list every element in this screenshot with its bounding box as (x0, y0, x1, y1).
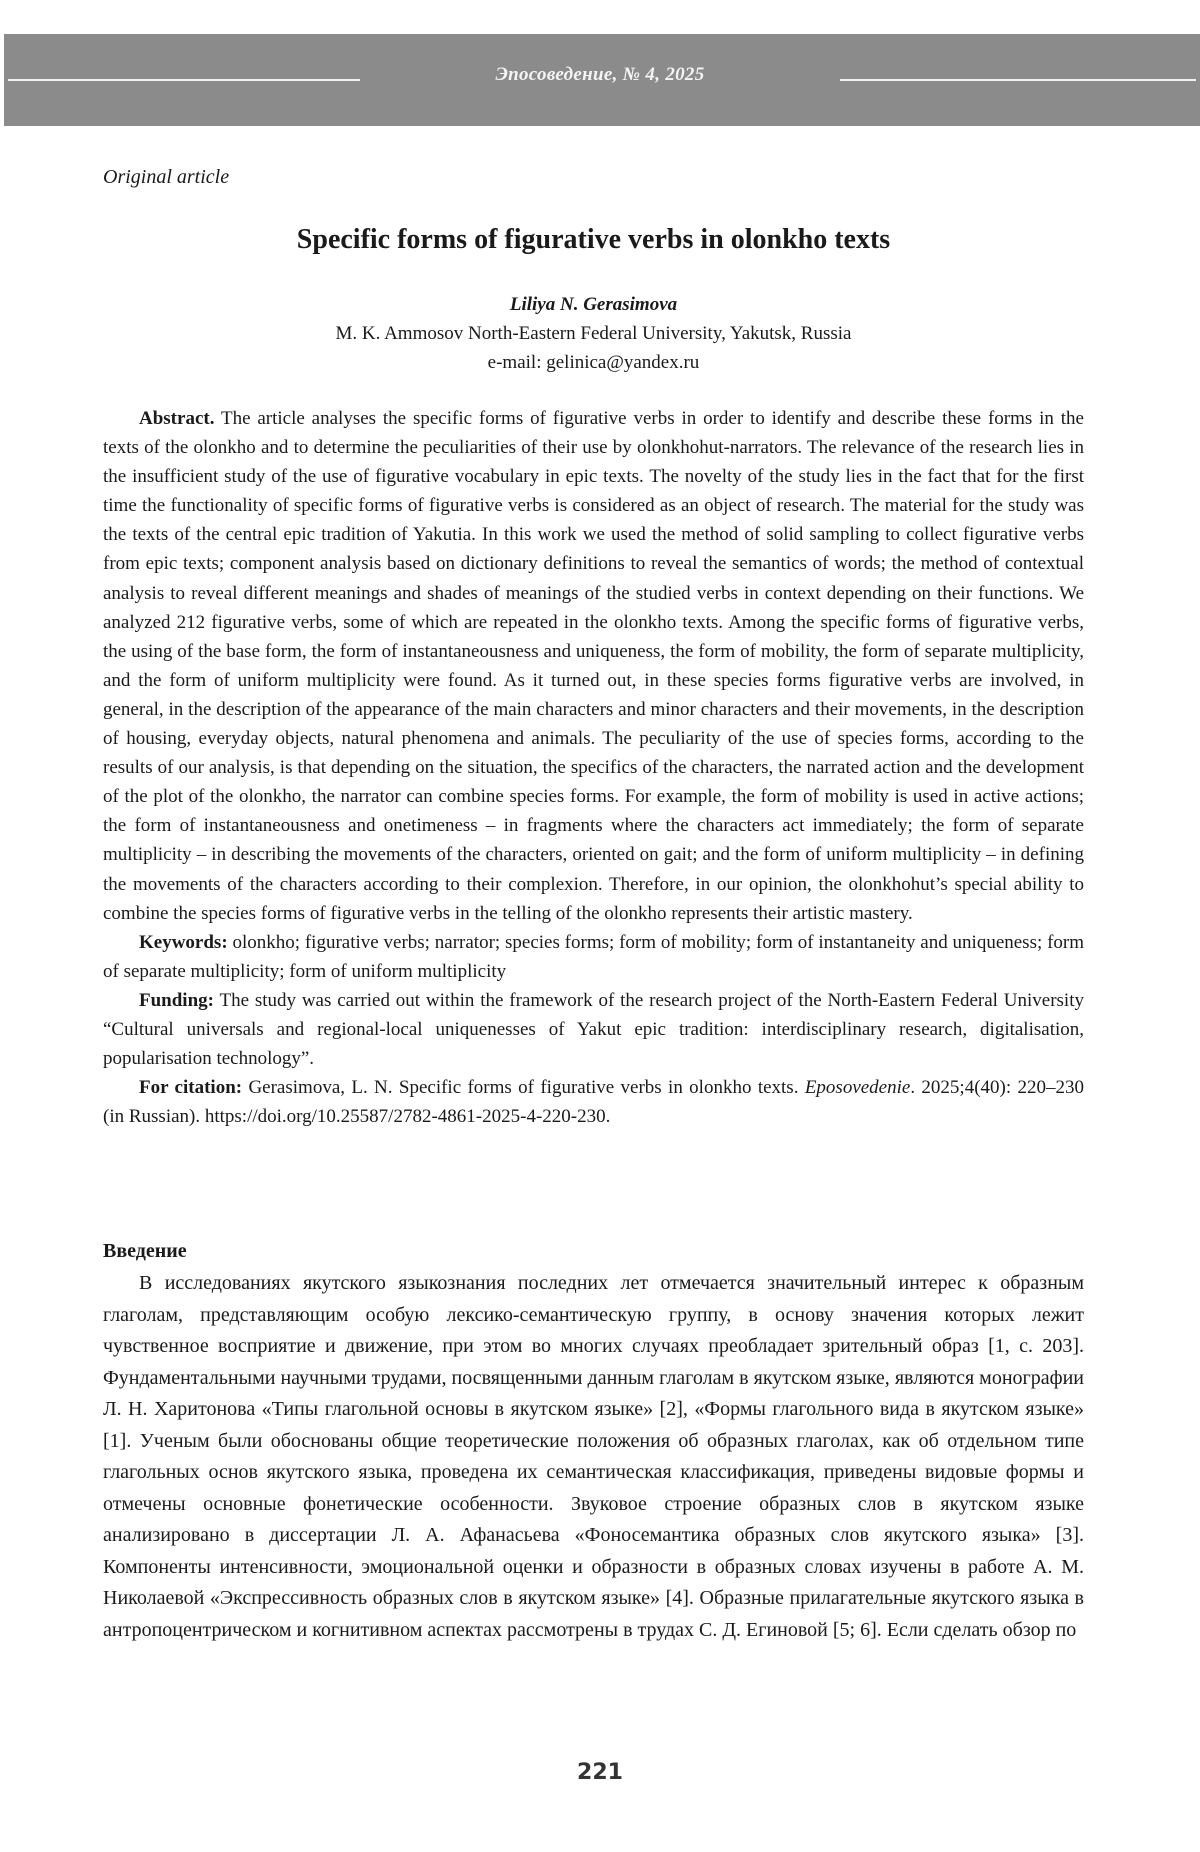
keywords-text: olonkho; figurative verbs; narrator; species forms; form of mobility; form of instantaneity and uniqueness; form of separate multiplicity; form of uniform multiplicity (103, 931, 1085, 982)
author-block (103, 290, 1084, 377)
author-email: e-mail: gelinica@yandex.ru (487, 352, 700, 373)
section-title: Введение (103, 1240, 187, 1262)
article-title: Specific forms of figurative verbs in olonkho texts (296, 224, 891, 255)
abstract-label: Abstract. (139, 408, 215, 429)
keywords-label: Keywords: (139, 931, 228, 953)
funding-paragraph (103, 986, 1084, 1073)
journal-title: Эпосоведение, № 4, 2025 (495, 64, 705, 85)
funding-label: Funding: (139, 989, 214, 1011)
citation-journal: Eposovedenie (804, 1077, 911, 1099)
body-paragraph: В исследованиях якутского языкознания последних лет отмечается значительный интерес к образным глаголам, представляющим особую лексико-семантическую группу, в основу значения которых лежит чувственное восприятие и движение, при этом во многих случаях преобладает зрительный образ [1, с. 203]. Фундаментальными научными трудами, посвященными данным глаголам в якутском языке, являются монографии Л. Н. Харитонова «Типы глагольной основы в якутском языке» [2], «Формы глагольного вида в якутском языке» [1]. Ученым были обоснованы общие теоретические положения об образных глаголах, как об отдельном типе глагольных основ якутского языка, проведена их семантическая классификация, приведены видовые формы и отмечены основные фонетические особенности. Звуковое строение образных слов в якутском языке анализировано в диссертации Л. А. Афанасьева «Фоносемантика образных слов якутского языка» [3]. Компоненты интенсивности, эмоциональной оценки и образности в образных словах изучены в работе А. М. Николаевой «Экспрессивность образных слов в якутском языке» [4]. Образные прилагательные якутского языка в антропоцентрическом и когнитивном аспектах рассмотрены в трудах С. Д. Егиновой [5; 6]. Если сделать обзор по (103, 1272, 1084, 1641)
author-affiliation: M. K. Ammosov North-Eastern Federal University, Yakutsk, Russia (335, 323, 852, 344)
keywords-paragraph (103, 928, 1084, 986)
abstract-text: The article analyses the specific forms of figurative verbs in order to identify and describe these forms in the texts of the olonkho and to determine the peculiarities of their use by olonkhohut-narrators. The relevance of the research lies in the insufficient study of the use of figurative vocabulary in epic texts. The novelty of the study lies in the fact that for the first time the functionality of specific forms of figurative verbs is considered as an object of research. The material for the study was the texts of the central epic tradition of Yakutia. In this work we used the method of solid sampling to collect figurative verbs from epic texts; component analysis based on dictionary definitions to reveal the semantics of words; the method of contextual analysis to reveal different meanings and shades of meanings of the studied verbs in context depending on their functions. We analyzed 212 figurative verbs, some of which are repeated in the olonkho texts. Among the specific forms of figurative verbs, the using of the base form, the form of instantaneousness and uniqueness, the form of mobility, the form of separate multiplicity, and the form of uniform multiplicity were found. As it turned out, in these species forms figurative verbs are involved, in general, in the description of the appearance of the main characters and minor characters and their movements, in the description of housing, everyday objects, natural phenomena and animals. The peculiarity of the use of species forms, according to the results of our analysis, is that depending on the situation, the specifics of the characters, the narrated action and the development of the plot of the olonkho, the narrator can combine species forms. For example, the form of mobility is used in active actions; the form of instantaneousness and onetimeness – in fragments where the characters act immediately; the form of separate multiplicity – in describing the movements of the characters, oriented on gait; and the form of uniform multiplicity – in defining the movements of the characters according to their complexion. Therefore, in our opinion, the olonkhohut’s special ability to combine the species forms of figurative verbs in the telling of the olonkho represents their artistic mastery. (103, 408, 1084, 924)
header-rule-right (840, 79, 1196, 81)
citation-label: For citation: (139, 1077, 243, 1099)
abstract-paragraph (103, 404, 1084, 928)
page-number: 221 (577, 1760, 623, 1785)
citation-text: Gerasimova, L. N. Specific forms of figurative verbs in olonkho texts. (248, 1077, 799, 1099)
author-name: Liliya N. Gerasimova (509, 294, 678, 315)
funding-text: The study was carried out within the framework of the research project of the North-Eastern Federal University “Cultural universals and regional-local uniquenesses of Yakut epic tradition: interdisciplinary research, digitalisation, popularisation technology”. (103, 989, 1084, 1070)
citation-details: . 2025;4(40): 220–230 (in Russian). https://doi.org/10.25587/2782-4861-2025-4-220-230. (103, 1077, 1084, 1128)
header-rule-left (8, 79, 360, 81)
article-type: Original article (103, 166, 230, 188)
abstract-section (103, 404, 1084, 1131)
citation-paragraph (103, 1073, 1084, 1131)
